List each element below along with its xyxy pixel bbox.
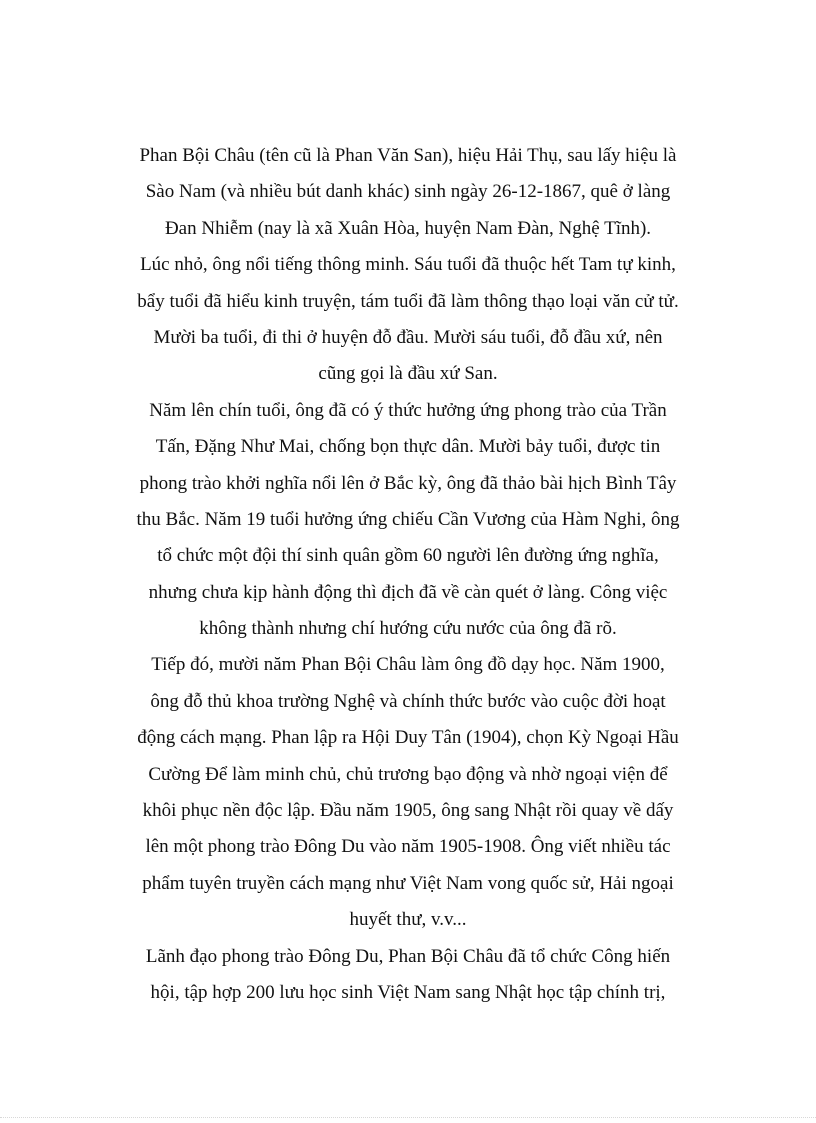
text-line: Cường Để làm minh chủ, chủ trương bạo động và nhờ ngoại viện để [148, 763, 668, 785]
text-line: phẩm tuyên truyền cách mạng như Việt Nam vong quốc sử, Hải ngoại [142, 872, 674, 894]
text-line: cũng gọi là đầu xứ San. [318, 363, 498, 385]
text-line: huyết thư, v.v... [349, 909, 467, 931]
text-line: Năm lên chín tuổi, ông đã có ý thức hưởng ứng phong trào của Trần [149, 399, 667, 421]
text-line: khôi phục nền độc lập. Đầu năm 1905, ông sang Nhật rồi quay về dấy [142, 800, 674, 822]
text-line: động cách mạng. Phan lập ra Hội Duy Tân (1904), chọn Kỳ Ngoại Hầu [137, 727, 679, 749]
text-line: Lãnh đạo phong trào Đông Du, Phan Bội Châu đã tổ chức Công hiến [145, 945, 671, 967]
text-line: Tấn, Đặng Như Mai, chống bọn thực dân. Mười bảy tuổi, được tin [155, 436, 661, 458]
text-line: lên một phong trào Đông Du vào năm 1905-1908. Ông viết nhiều tác [145, 836, 671, 858]
text-line: nhưng chưa kịp hành động thì địch đã về càn quét ở làng. Công việc [148, 581, 668, 603]
text-line: ông đỗ thủ khoa trường Nghệ và chính thức bước vào cuộc đời hoạt [150, 690, 666, 712]
text-line: tổ chức một đội thí sinh quân gồm 60 người lên đường ứng nghĩa, [157, 545, 659, 567]
text-line: Phan Bội Châu (tên cũ là Phan Văn San), hiệu Hải Thụ, sau lấy hiệu là [139, 145, 677, 166]
text-line: Tiếp đó, mười năm Phan Bội Châu làm ông đồ dạy học. Năm 1900, [151, 654, 665, 676]
text-line: Lúc nhỏ, ông nổi tiếng thông minh. Sáu tuổi đã thuộc hết Tam tự kinh, [140, 254, 676, 276]
text-line: thu Bắc. Năm 19 tuổi hưởng ứng chiếu Cần Vương của Hàm Nghi, ông [136, 508, 680, 530]
page-bottom-divider [0, 1117, 816, 1118]
text-line: Mười ba tuổi, đi thi ở huyện đỗ đầu. Mười sáu tuổi, đỗ đầu xứ, nên [153, 326, 663, 348]
text-line: Đan Nhiễm (nay là xã Xuân Hòa, huyện Nam Đàn, Nghệ Tĩnh). [164, 217, 652, 239]
body-text [100, 138, 716, 1011]
text-line: bẩy tuổi đã hiểu kinh truyện, tám tuổi đã làm thông thạo loại văn cử tử. [137, 290, 679, 312]
text-line: hội, tập hợp 200 lưu học sinh Việt Nam sang Nhật học tập chính trị, [150, 981, 666, 1003]
text-line: Sào Nam (và nhiều bút danh khác) sinh ngày 26-12-1867, quê ở làng [145, 181, 671, 203]
text-line: phong trào khởi nghĩa nổi lên ở Bắc kỳ, ông đã thảo bài hịch Bình Tây [139, 472, 677, 494]
text-line: không thành nhưng chí hướng cứu nước của ông đã rõ. [199, 618, 617, 640]
